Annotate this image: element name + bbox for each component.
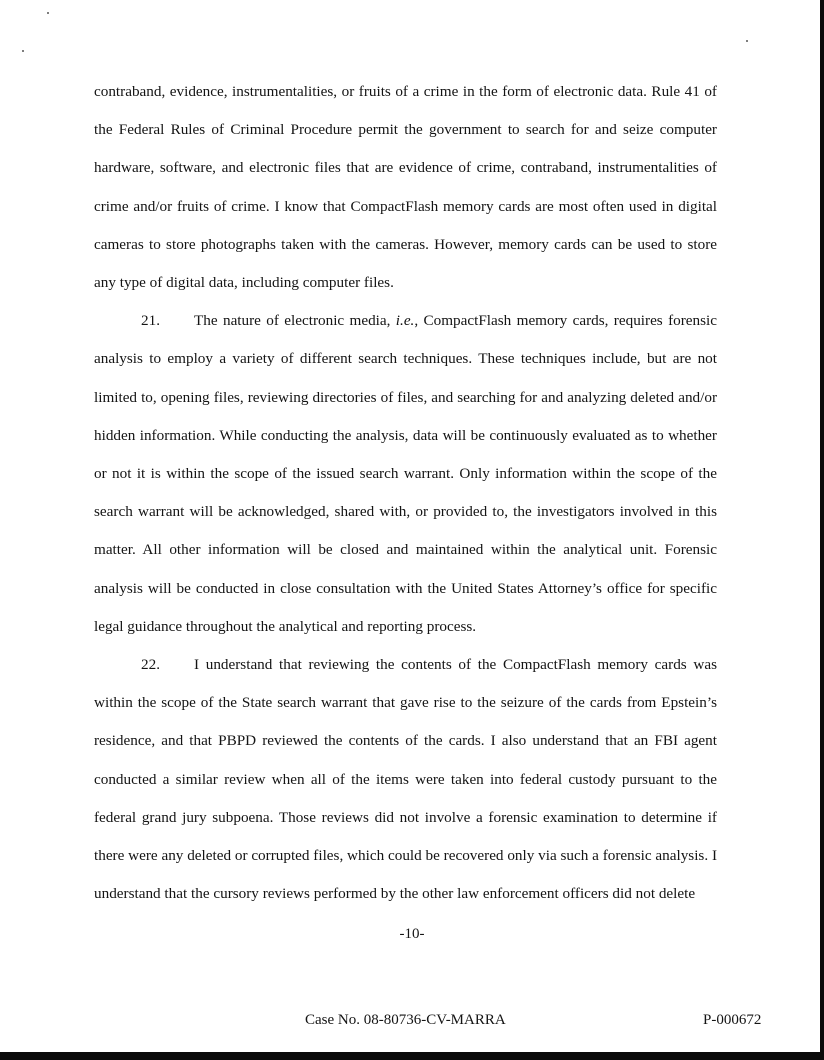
page-number: -10- bbox=[399, 926, 425, 942]
scan-edge-right bbox=[820, 0, 824, 1060]
case-number-footer: Case No. 08-80736-CV-MARRA bbox=[305, 1012, 506, 1028]
document-body bbox=[94, 73, 717, 913]
scan-speck bbox=[22, 50, 24, 52]
bates-number-footer: P-000672 bbox=[703, 1012, 762, 1028]
scan-speck bbox=[746, 40, 748, 42]
paragraph-text: I understand that reviewing the contents of the CompactFlash memory cards was within the scope of the State search warrant that gave rise to the seizure of the cards from Epstein’s residence, and that PBPD reviewed the contents of the cards. I also understand that an FBI agent conducted a similar review when all of the items were taken into federal custody pursuant to the federal grand jury subpoena. Those reviews did not involve a forensic examination to determine if there were any deleted or corrupted files, which could be recovered only via such a forensic analysis. I understand that the cursory reviews performed by the other law enforcement officers did not delete bbox=[94, 656, 717, 903]
scan-edge-bottom bbox=[0, 1052, 824, 1060]
paragraph-number: 22. bbox=[141, 656, 160, 674]
paragraph-text-part: The nature of electronic media, bbox=[194, 312, 396, 330]
paragraph-number: 21. bbox=[141, 312, 160, 330]
paragraph-22 bbox=[94, 646, 717, 913]
paragraph-italic-text: i.e. bbox=[395, 312, 415, 330]
scan-speck bbox=[47, 12, 49, 14]
paragraph-text-part: , CompactFlash memory cards, requires forensic analysis to employ a variety of different search techniques. These techniques include, but are not limited to, opening files, reviewing directories of files, and searching for and analyzing deleted and/or hidden information. While conducting the analysis, data will be continuously evaluated as to whether or not it is within the scope of the issued search warrant. Only information within the scope of the search warrant will be acknowledged, shared with, or provided to, the investigators involved in this matter. All other information will be closed and maintained within the analytical unit. Forensic analysis will be conducted in close consultation with the United States Attorney’s office for specific legal guidance throughout the analytical and reporting process. bbox=[94, 312, 717, 635]
paragraph-21 bbox=[94, 302, 717, 646]
carryover-paragraph: contraband, evidence, instrumentalities, or fruits of a crime in the form of electronic data. Rule 41 of the Federal Rules of Criminal Procedure permit the government to search for and seize computer hardware, software, and electronic files that are evidence of crime, contraband, instrumentalities of crime and/or fruits of crime. I know that CompactFlash memory cards are most often used in digital cameras to store photographs taken with the cameras. However, memory cards can be used to store any type of digital data, including computer files. bbox=[94, 83, 717, 292]
